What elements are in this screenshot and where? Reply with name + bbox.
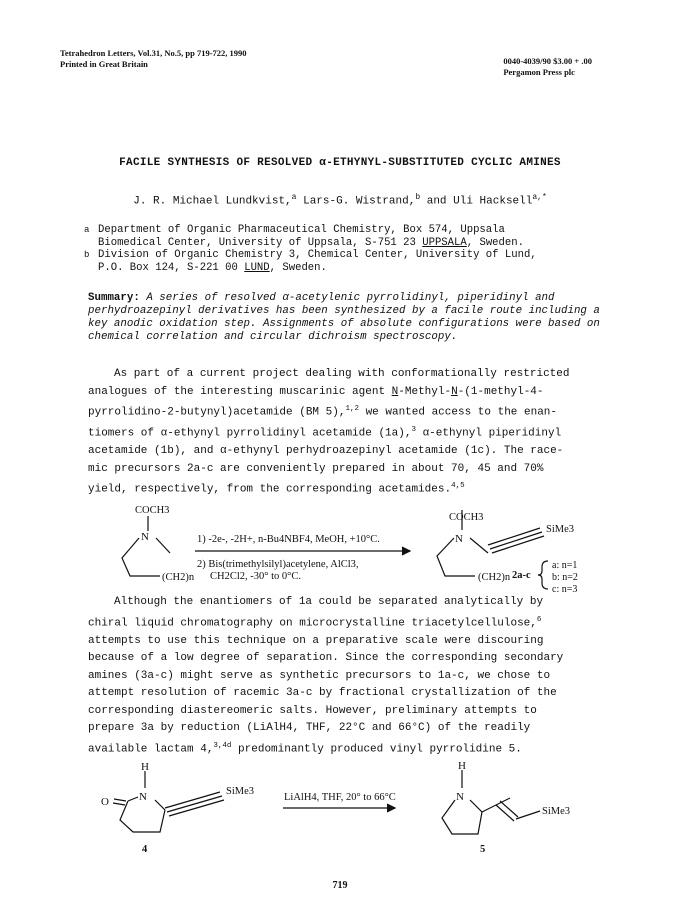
p1-line6: mic precursors 2a-c are conveniently prepared in about 70, 45 and 70% — [88, 462, 544, 475]
scheme1-acyl-left: COCH3 — [135, 505, 170, 516]
author-3: and Uli Hacksell — [426, 195, 533, 208]
scheme2-sime3-right: SiMe3 — [542, 806, 571, 817]
affil-a-mark: a — [84, 225, 90, 235]
scheme2-compound-5: 5 — [480, 844, 486, 855]
scheme2-sime3-left: SiMe3 — [226, 786, 255, 797]
scheme1-option-c: c: n=3 — [552, 584, 578, 595]
paper-title: FACILE SYNTHESIS OF RESOLVED α-ETHYNYL-SUBSTITUTED CYCLIC AMINES — [119, 157, 561, 169]
p2-line2: chiral liquid chromatography on microcrystalline triacetylcellulose,$^6$ — [88, 615, 542, 630]
scheme1-condition-1: 1) -2e-, -2H+, n-Bu4NBF4, MeOH, +10°C. — [197, 534, 380, 545]
scheme1-compound-label: 2a-c — [512, 570, 531, 581]
scheme2-h-right: H — [458, 760, 466, 772]
scheme1-sime3: SiMe3 — [546, 524, 575, 535]
author-1-affil: a — [291, 193, 297, 202]
scheme1-condition-2: 2) Bis(trimethylsilyl)acetylene, AlCl3, — [197, 559, 359, 570]
scheme1-n-left: N — [141, 531, 149, 543]
author-3-affil: a,* — [532, 193, 547, 202]
p1-line5: acetamide (1b), and α-ethynyl perhydroazepinyl acetamide (1c). The race- — [88, 445, 564, 458]
scheme1-option-a: a: n=1 — [552, 560, 578, 571]
p1-line2: analogues of the interesting muscarinic agent N-Methyl-N-(1-methyl-4- — [88, 385, 544, 398]
p2-line3: attempts to use this technique on a preparative scale were discouring — [88, 634, 544, 647]
scheme2-compound-4: 4 — [142, 844, 148, 855]
scheme2-h-left: H — [141, 761, 149, 773]
p2-line5: amines (3a-c) might serve as synthetic precursors to 1a-c, we chose to — [88, 669, 551, 682]
scheme1-acyl-right: COCH3 — [449, 512, 484, 523]
p2-line6: attempt resolution of racemic 3a-c by fractional crystallization of the — [88, 687, 557, 700]
price-line: 0040-4039/90 $3.00 + .00 — [503, 56, 592, 66]
scheme2-n-left: N — [139, 791, 147, 803]
author-1: J. R. Michael Lundkvist, — [133, 195, 292, 208]
scheme1-n-right: N — [455, 533, 463, 545]
p1-line3: pyrrolidino-2-butynyl)acetamide (BM 5),$^{1,2}$ we wanted access to the enan- — [88, 405, 558, 419]
publisher-line: Pergamon Press plc — [503, 67, 575, 77]
p1-line7: yield, respectively, from the corresponding acetamides.$^{4,5}$ — [88, 482, 465, 496]
scheme1-ch2-left: (CH2)n — [162, 572, 195, 583]
scheme2-conditions: LiAlH4, THF, 20° to 66°C — [284, 792, 396, 803]
affil-a-line1: Department of Organic Pharmaceutical Chemistry, Box 574, Uppsala — [98, 224, 505, 236]
author-2-affil: b — [415, 193, 421, 202]
p2-line1: Although the enantiomers of 1a could be separated analytically by — [114, 596, 544, 608]
printed-line: Printed in Great Britain — [60, 59, 148, 69]
p2-line9: available lactam 4,$^{3,4d}$ predominantly produced vinyl pyrrolidine 5. — [88, 741, 522, 756]
affil-b-line1: Division of Organic Chemistry 3, Chemical Center, University of Lund, — [98, 249, 537, 261]
page-number: 719 — [332, 880, 348, 891]
scheme1-ch2-right: (CH2)n — [478, 572, 511, 583]
affil-a-line2: Biomedical Center, University of Uppsala, S-751 23 UPPSALA, Sweden. — [98, 236, 524, 249]
p2-line8: prepare 3a by reduction (LiAlH4, THF, 22°C and 66°C) of the readily — [88, 722, 531, 735]
p1-line1: As part of a current project dealing with conformationally restricted — [114, 368, 570, 380]
affil-b-mark: b — [84, 250, 90, 260]
p1-line4: tiomers of α-ethynyl pyrrolidinyl acetamide (1a),$^3$ α-ethynyl piperidinyl — [88, 426, 562, 440]
scheme2-o-left: O — [101, 796, 109, 808]
summary-text: A series of resolved α-acetylenic pyrrolidinyl, piperidinyl and perhydroazepinyl derivatives has been synthesized by a facile route including a key anodic oxidation step. Assignments of absolute configurations were based on chemical correlation and circular dichroism spectroscopy. — [88, 292, 600, 343]
p2-line7: corresponding diastereomeric salts. However, preliminary attempts to — [88, 704, 537, 717]
journal-line: Tetrahedron Letters, Vol.31, No.5, pp 719-722, 1990 — [60, 48, 247, 58]
p2-line4: because of a low degree of separation. Since the corresponding secondary — [88, 652, 564, 665]
author-2: Lars-G. Wistrand, — [303, 195, 416, 208]
scheme1-condition-3: CH2Cl2, -30° to 0°C. — [210, 571, 301, 582]
scheme1-option-b: b: n=2 — [552, 572, 578, 583]
summary-label: Summary: — [88, 292, 140, 304]
scheme2-n-right: N — [456, 791, 464, 803]
affil-b-line2: P.O. Box 124, S-221 00 LUND, Sweden. — [98, 261, 327, 274]
